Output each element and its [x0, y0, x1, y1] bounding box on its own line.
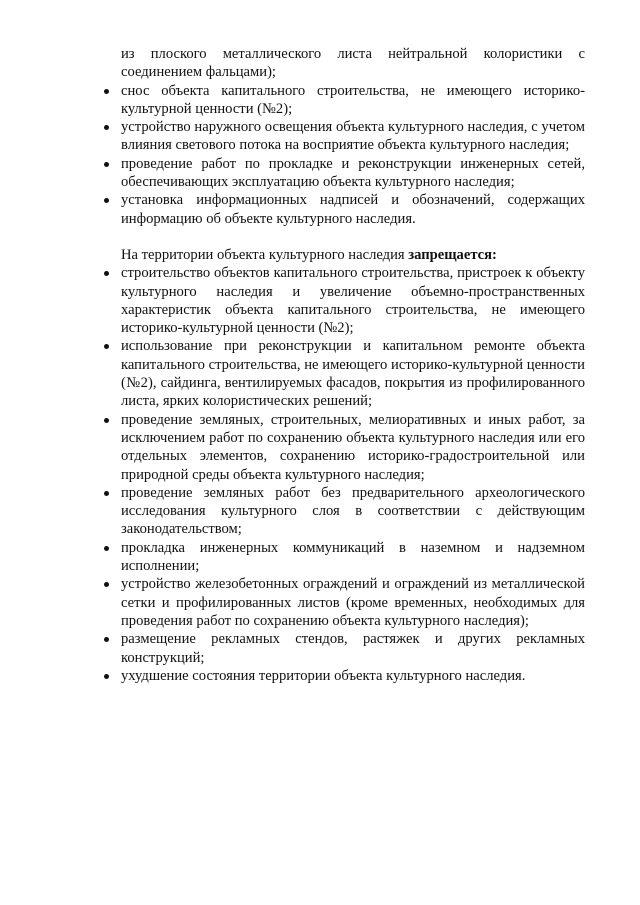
list-item: установка информационных надписей и обозначений, содержащих информацию об объекте культурного наследия.	[121, 192, 585, 227]
list-item: проведение работ по прокладке и реконструкции инженерных сетей, обеспечивающих эксплуатацию объекта культурного наследия;	[121, 155, 585, 191]
list-item: прокладка инженерных коммуникаций в наземном и надземном исполнении;	[121, 539, 585, 575]
list-item-continuation: из плоского металлического листа нейтральной колористики с соединением фальцами);	[121, 46, 585, 81]
list-item: проведение земляных работ без предварительного археологического исследования культурного слоя в соответствии с действующим законодательством;	[121, 484, 585, 538]
list-item: ухудшение состояния территории объекта культурного наследия.	[121, 667, 585, 685]
prohibited-list	[121, 264, 585, 685]
list-item: устройство железобетонных ограждений и ограждений из металлической сетки и профилированных листов (кроме временных, необходимых для проведения работ по сохранению объекта культурного наследия);	[121, 576, 585, 629]
list-item: проведение земляных, строительных, мелиоративных и иных работ, за исключением работ по сохранению объекта культурного наследия или его отдельных элементов, сохранению историко-градостроительной или природной среды объекта культурного наследия;	[121, 411, 585, 483]
list-item: строительство объектов капитального строительства, пристроек к объекту культурного наследия и увеличение объемно-пространственных характеристик объекта капитального строительства, не имеющего историко-культурной ценности (№2);	[121, 265, 585, 337]
document-body	[121, 45, 585, 685]
list-item: размещение рекламных стендов, растяжек и других рекламных конструкций;	[121, 631, 585, 666]
list-item: устройство наружного освещения объекта культурного наследия, с учетом влияния светового потока на восприятие объекта культурного наследия;	[121, 119, 585, 154]
list-item: снос объекта капитального строительства, не имеющего историко-культурной ценности (№2);	[121, 82, 585, 117]
prohibited-intro-text: На территории объекта культурного наследия	[121, 246, 409, 263]
paragraph-gap	[121, 228, 585, 246]
prohibited-intro	[121, 246, 585, 264]
prohibited-intro-bold: запрещается:	[408, 246, 497, 263]
list-item: использование при реконструкции и капитальном ремонте объекта капитального строительства, не имеющего историко-культурной ценности (№2), сайдинга, вентилируемых фасадов, покрытия из профилированного листа, ярких колористических решений;	[121, 338, 585, 410]
permitted-list	[121, 45, 585, 228]
